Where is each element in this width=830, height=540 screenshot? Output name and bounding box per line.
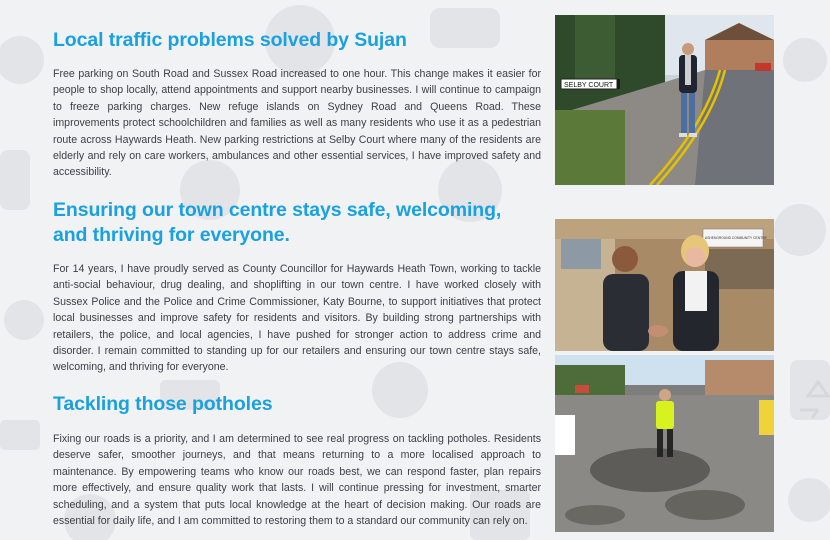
heading-traffic: Local traffic problems solved by Sujan <box>53 29 407 51</box>
pothole <box>590 448 710 492</box>
centre-sign-text: ASHENGROUND COMMUNITY CENTRE <box>705 236 767 240</box>
photo-community-centre <box>555 219 774 351</box>
bg-circle-icon <box>0 36 44 84</box>
bg-circle-icon <box>783 38 827 82</box>
photo-selby-court <box>555 15 774 185</box>
bg-box-icon <box>0 420 40 450</box>
heading-town-centre: Ensuring our town centre stays safe, welcoming, and thriving for everyone. <box>53 199 502 246</box>
paragraph-potholes: Fixing our roads is a priority, and I am determined to see real progress on tackling potholes. Residents deserve safer, smoother journeys, and that means returning to a more localised approach to maintenance. By empowering teams who know our roads best, we can respond faster, plan repairs more effectively, and ensure quality work that lasts. I will continue pressing for investment, smarter scheduling, and a system that puts local knowledge at the heart of decision making. Our roads are essential for daily life, and I am committed to restoring them to a standard our community can rely on. <box>53 433 541 528</box>
photo-potholes <box>555 355 774 532</box>
street-sign-text: SELBY COURT <box>564 82 614 89</box>
bg-circle-icon <box>4 300 44 340</box>
heading-potholes: Tackling those potholes <box>53 393 273 415</box>
bg-tree-icon <box>0 150 30 210</box>
handshake <box>648 325 668 337</box>
paragraph-traffic: Free parking on South Road and Sussex Road increased to one hour. This change makes it easier for people to shop locally, attend appointments and support nearby businesses. I will continue to campaign to freeze parking charges. New refuge islands on Sydney Road and Queens Road. These improvements protect schoolchildren and families as well as many residents who use it as a pedestrian route across Haywards Heath. New parking restrictions at Selby Court where many of the residents are elderly and rely on care workers, ambulances and other essential services, I have improved safety and accessibility. <box>53 68 541 179</box>
bg-circle-icon <box>788 478 830 522</box>
paragraph-town-centre: For 14 years, I have proudly served as County Councillor for Haywards Heath Town, working to tackle anti-social behaviour, drug dealing, and shoplifting in our town centre. I have worked closely with Sussex Police and the Police and Crime Commissioner, Katy Bourne, to support initiatives that protect local businesses and improve safety for residents and visitors. By building strong partnerships with retailers, the police, and local agencies, I have pushed for stronger action to address crime and disorder. I remain committed to standing up for our retailers and ensuring our town centre stays safe, welcoming, and thriving for everyone. <box>53 263 541 374</box>
bg-circle-icon <box>774 204 826 256</box>
